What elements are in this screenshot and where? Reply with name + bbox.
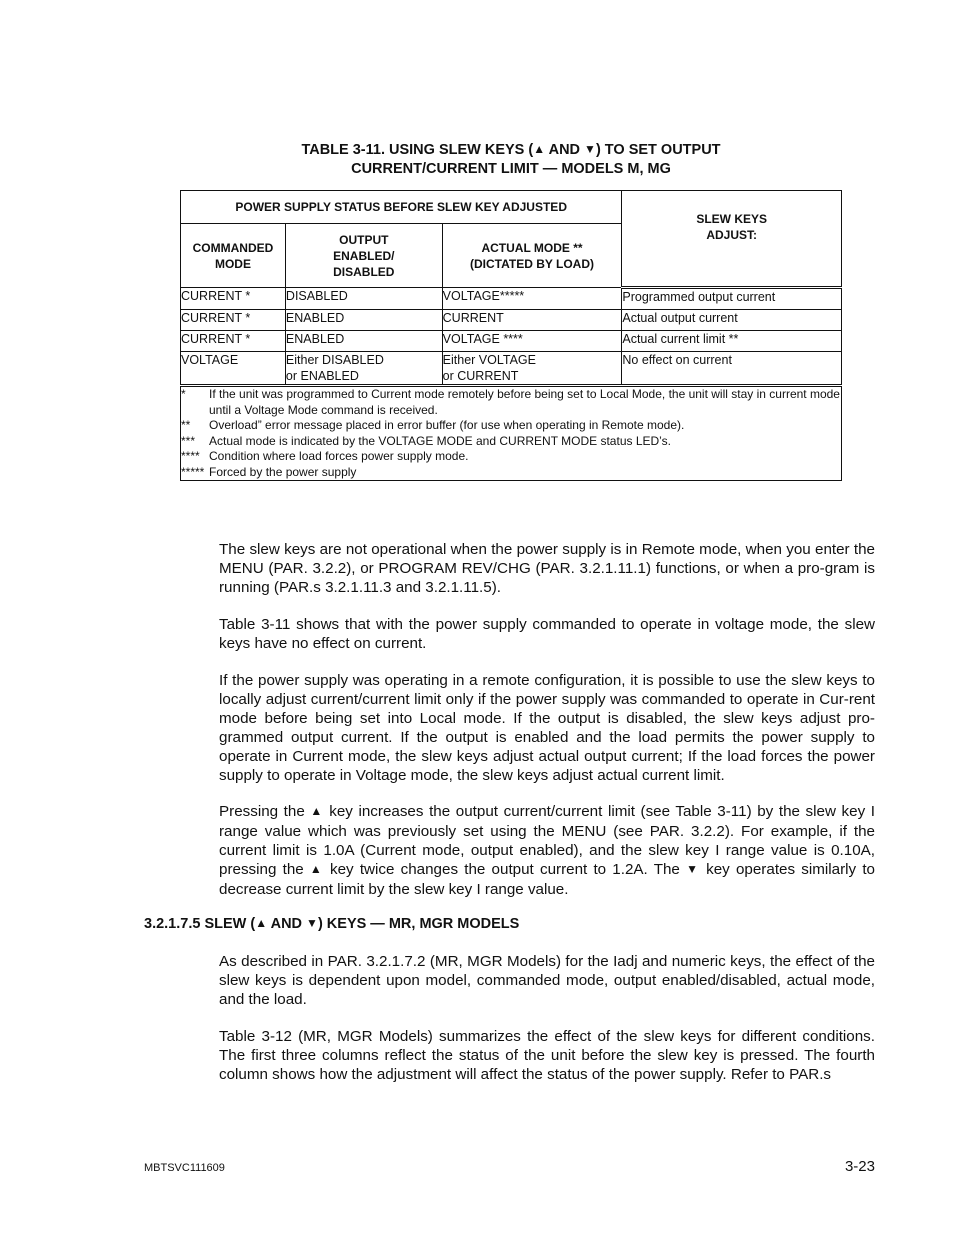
slew-keys-table	[180, 190, 842, 481]
column-header-commanded-mode: COMMANDED MODE	[181, 224, 286, 288]
page-number: 3-23	[844, 1158, 875, 1175]
paragraph-3: If the power supply was operating in a remote configuration, it is possible to use the slew keys to locally adjust current/current limit only if the power supply was commanded to operate in Cur-rent mode before being set into Local mode. If the output is disabled, the slew keys adjust pro-grammed output current. If the output is enabled and the load permits the power supply to operate in Current mode, the slew keys adjust actual output current; If the load forces the power supply to operate in Voltage mode, the slew keys adjust actual current limit.	[219, 672, 875, 784]
table-row: CURRENT * DISABLED VOLTAGE***** Programmed output current	[181, 288, 842, 310]
caption-line-1: TABLE 3-11. USING SLEW KEYS (▲ AND ▼) TO SET OUTPUT	[301, 142, 721, 158]
column-header-adjust: SLEW KEYS ADJUST:	[622, 191, 842, 288]
table-row: CURRENT * ENABLED CURRENT Actual output current	[181, 310, 842, 331]
up-arrow-icon: ▲	[310, 804, 324, 818]
group-header: POWER SUPPLY STATUS BEFORE SLEW KEY ADJUSTED	[181, 191, 622, 224]
up-arrow-icon: ▲	[533, 142, 546, 156]
column-header-output: OUTPUT ENABLED/ DISABLED	[285, 224, 442, 288]
section-heading: 3.2.1.7.5 SLEW (▲ AND ▼) KEYS — MR, MGR MODELS	[144, 916, 520, 932]
down-arrow-icon: ▼	[306, 916, 318, 930]
footnote: * If the unit was programmed to Current mode remotely before being set to Local Mode, the unit will stay in current mode until a Voltage Mode command is received.	[181, 387, 840, 417]
footnote: *** Actual mode is indicated by the VOLTAGE MODE and CURRENT MODE status LED’s.	[181, 433, 671, 448]
paragraph-6: Table 3-12 (MR, MGR Models) summarizes the effect of the slew keys for different conditions. The first three columns reflect the status of the unit before the slew key is pressed. The fourth column shows how the adjustment will affect the status of the power supply. Refer to PAR.s	[219, 1028, 875, 1083]
up-arrow-icon: ▲	[309, 862, 324, 876]
paragraph-1: The slew keys are not operational when the power supply is in Remote mode, when you enter the MENU (PAR. 3.2.2), or PROGRAM REV/CHG (PAR. 3.2.1.11.1) functions, or when a pro-gram is running (PAR.s 3.2.1.11.3 and 3.2.1.11.5).	[219, 541, 875, 596]
table-caption	[180, 141, 842, 179]
footnote: ** Overload” error message placed in error buffer (for use when operating in Remote mode).	[181, 418, 685, 432]
table-row: CURRENT * ENABLED VOLTAGE **** Actual current limit **	[181, 331, 842, 352]
footnote: **** Condition where load forces power supply mode.	[181, 449, 469, 463]
caption-line-2: CURRENT/CURRENT LIMIT — MODELS M, MG	[351, 161, 671, 177]
down-arrow-icon: ▼	[584, 142, 596, 156]
paragraph-5: As described in PAR. 3.2.1.7.2 (MR, MGR Models) for the Iadj and numeric keys, the effect of the slew keys is dependent upon model, commanded mode, output enabled/disabled, actual mode, and the load.	[219, 953, 875, 1008]
paragraph-4: Pressing the ▲ key increases the output current/current limit (see Table 3-11) by the slew key I range value which was previously set using the MENU (see PAR. 3.2.2). For example, if the current limit is 1.0A (Current mode, output enabled), and the slew key I range value is 0.10A, pressing the ▲ key twice changes the output current to 1.2A. The ▼ key operates similarly to decrease current limit by the slew key I range value.	[219, 803, 875, 898]
footnote: ***** Forced by the power supply	[181, 464, 357, 479]
up-arrow-icon: ▲	[255, 916, 268, 930]
table-row: VOLTAGE Either DISABLED or ENABLED Either VOLTAGE or CURRENT No effect on current	[181, 352, 842, 386]
column-header-actual-mode: ACTUAL MODE ** (DICTATED BY LOAD)	[442, 224, 622, 288]
document-id: MBTSVC111609	[144, 1162, 225, 1174]
down-arrow-icon: ▼	[686, 862, 700, 876]
table-footnotes	[181, 386, 842, 481]
paragraph-2: Table 3-11 shows that with the power supply commanded to operate in voltage mode, the slew keys have no effect on current.	[219, 616, 875, 652]
